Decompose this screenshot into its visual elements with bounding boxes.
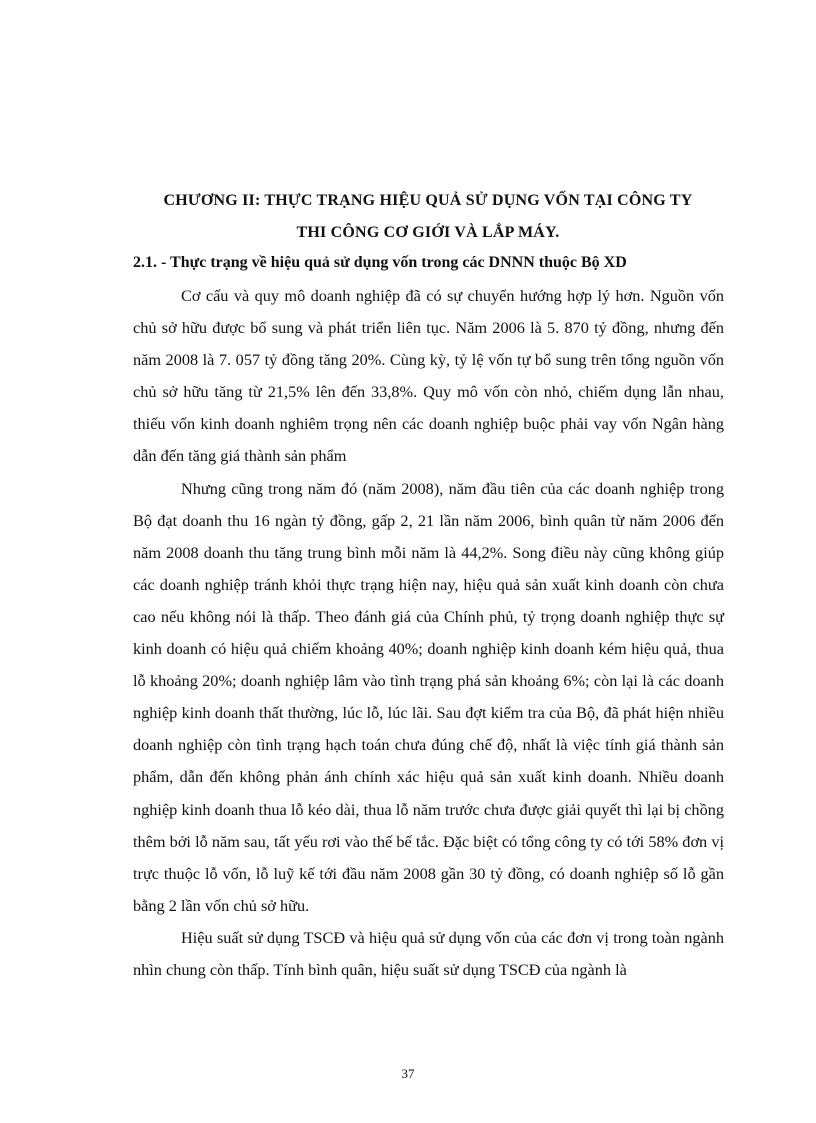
paragraph-3: Hiệu suất sử dụng TSCĐ và hiệu quả sử dụng vốn của các đơn vị trong toàn ngành nhìn chung còn thấp. Tính bình quân, hiệu suất sử dụng TSCĐ của ngành là <box>133 927 724 979</box>
chapter-title-line-1: CHƯƠNG II: THỰC TRẠNG HIỆU QUẢ SỬ DỤNG VỐN TẠI CÔNG TY <box>163 192 693 209</box>
paragraph-1: Cơ cấu và quy mô doanh nghiệp đã có sự chuyển hướng hợp lý hơn. Nguồn vốn chủ sở hữu được bổ sung và phát triển liên tục. Năm 2006 là 5. 870 tỷ đồng, nhưng đến năm 2008 là 7. 057 tỷ đồng tăng 20%. Cùng kỳ, tỷ lệ vốn tự bổ sung trên tổng nguồn vốn chủ sở hữu tăng từ 21,5% lên đến 33,8%. Quy mô vốn còn nhỏ, chiếm dụng lẫn nhau, thiếu vốn kinh doanh nghiêm trọng nên các doanh nghiệp buộc phải vay vốn Ngân hàng dẫn đến tăng giá thành sản phẩm <box>133 286 724 466</box>
chapter-title-line-2: THI CÔNG CƠ GIỚI VÀ LẮP MÁY. <box>296 224 560 241</box>
page-number: 37 <box>401 1066 415 1081</box>
paragraph-2: Nhưng cũng trong năm đó (năm 2008), năm đầu tiên của các doanh nghiệp trong Bộ đạt doanh thu 16 ngàn tỷ đồng, gấp 2, 21 lần năm 2006, bình quân từ năm 2006 đến năm 2008 doanh thu tăng trung bình mỗi năm là 44,2%. Song điều này cũng không giúp các doanh nghiệp tránh khỏi thực trạng hiện nay, hiệu quả sản xuất kinh doanh còn chưa cao nếu không nói là thấp. Theo đánh giá của Chính phủ, tỷ trọng doanh nghiệp thực sự kinh doanh có hiệu quả chiếm khoảng 40%; doanh nghiệp kinh doanh kém hiệu quả, thua lỗ khoảng 20%; doanh nghiệp lâm vào tình trạng phá sản khoảng 6%; còn lại là các doanh nghiệp kinh doanh thất thường, lúc lỗ, lúc lãi. Sau đợt kiểm tra của Bộ, đã phát hiện nhiều doanh nghiệp còn tình trạng hạch toán chưa đúng chế độ, nhất là việc tính giá thành sản phẩm, dẫn đến không phản ánh chính xác hiệu quả sản xuất kinh doanh. Nhiều doanh nghiệp kinh doanh thua lỗ kéo dài, thua lỗ năm trước chưa được giải quyết thì lại bị chồng thêm bởi lỗ năm sau, tất yếu rơi vào thế bế tắc. Đặc biệt có tổng công ty có tới 58% đơn vị trực thuộc lỗ vốn, lỗ luỹ kế tới đầu năm 2008 gần 30 tỷ đồng, có doanh nghiệp số lỗ gần bằng 2 lần vốn chủ sở hữu. <box>133 478 724 915</box>
body-text <box>133 280 724 986</box>
section-heading: 2.1. - Thực trạng về hiệu quả sử dụng vốn trong các DNNN thuộc Bộ XD <box>133 254 627 271</box>
